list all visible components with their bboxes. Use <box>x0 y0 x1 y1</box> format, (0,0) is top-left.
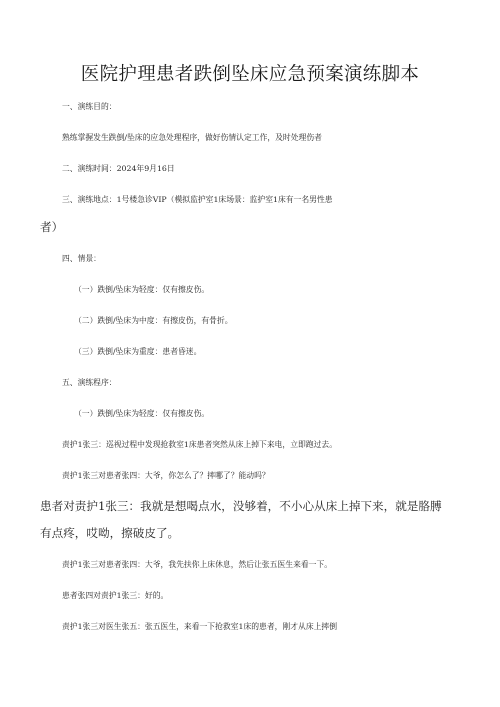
scenario-item-moderate: （二）跌倒/坠床为中度：有擦皮伤，有骨折。 <box>74 316 233 325</box>
dialogue-line: 患者张四对责护1张三：好的。 <box>62 591 169 600</box>
paragraph-purpose: 熟练掌握发生跌倒/坠床的应急处理程序，做好伤情认定工作，及时处理伤者 <box>62 133 322 142</box>
dialogue-line: 责护1张三对患者张四：大爷，你怎么了？摔哪了？能动吗？ <box>62 471 270 480</box>
scenario-item-severe: （三）跌倒/坠床为重度：患者昏迷。 <box>74 347 202 356</box>
dialogue-line: 患者对责护1张三：我就是想喝点水，没够着，不小心从床上掉下来，就是胳膊 <box>40 499 442 513</box>
dialogue-line: 责护1张三：巡视过程中发现抢救室1床患者突然从床上掉下来电，立即跑过去。 <box>62 440 338 449</box>
dialogue-line: 责护1张三对患者张四：大爷，我先扶你上床休息，然后让张五医生来看一下。 <box>62 560 333 569</box>
dialogue-line-continued: 有点疼，哎呦，擦破皮了。 <box>40 526 180 540</box>
dialogue-line: 责护1张三对医生张五：张五医生，来看一下抢救室1床的患者，刚才从床上摔倒 <box>62 622 338 631</box>
procedure-item-mild: （一）跌倒/坠床为轻度：仅有擦皮伤。 <box>74 409 210 418</box>
section-heading-procedure: 五、演练程序： <box>62 378 117 387</box>
section-heading-purpose: 一、演练目的： <box>62 102 117 111</box>
section-heading-time: 二、演练时间：2024年9月16日 <box>62 164 175 173</box>
document-title: 医院护理患者跌倒坠床应急预案演练脚本 <box>80 64 420 85</box>
scenario-item-mild: （一）跌倒/坠床为轻度：仅有擦皮伤。 <box>74 285 210 294</box>
section-heading-location: 三、演练地点：1号楼急诊VIP（模拟监护室1床场景：监护室1床有一名男性患 <box>62 195 333 204</box>
paragraph-location-continued: 者） <box>40 220 64 234</box>
section-heading-scenario: 四、情景： <box>62 254 101 263</box>
